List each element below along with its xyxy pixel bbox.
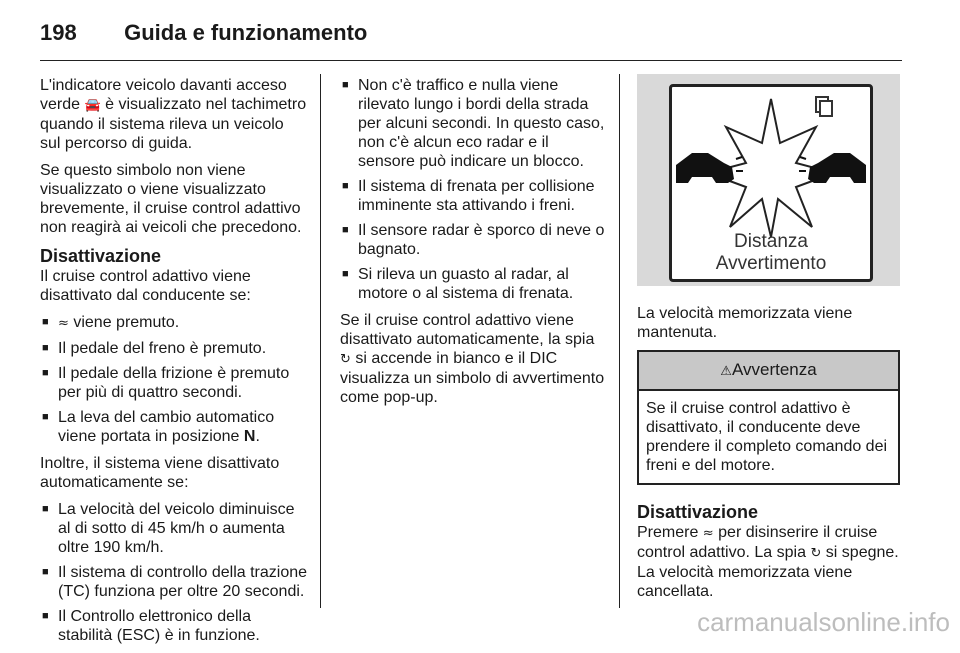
column-1 (40, 76, 308, 653)
page-title: Guida e funzionamento (124, 20, 368, 45)
cruise-cancel-icon: ≈ (702, 526, 714, 541)
paragraph: La velocità memorizzata viene mantenuta. (637, 305, 853, 341)
list-item: ■ La leva del cambio automatico viene portata in posizione N. (40, 408, 308, 446)
list-item: ■ Il sistema di frenata per collisione imminente sta attivando i freni. (340, 177, 605, 215)
paragraph: Inoltre, il sistema viene disattivato automaticamente se: (40, 455, 280, 491)
cruise-cancel-icon: ≈ (58, 316, 69, 331)
vehicle-ahead-icon: 🚘 (84, 98, 101, 113)
warning-box (637, 350, 900, 485)
header-rule (40, 60, 902, 61)
warning-body: Se il cruise control adattivo è disattivato, il conducente deve prendere il completo comando dei freni e del motore. (646, 400, 888, 474)
page-number: 198 (40, 20, 77, 45)
car-left-icon (676, 153, 734, 183)
paragraph: L'indicatore veicolo davanti acceso verde 🚘 è visualizzato nel tachimetro quando il sistema rileva un veicolo sul percorso di guida. (40, 77, 307, 152)
dic-display (669, 84, 873, 282)
list-item: ■ Il sistema di controllo della trazione (TC) funziona per oltre 20 secondi. (40, 563, 308, 601)
page-header (40, 20, 367, 46)
list-item: ■ Il sensore radar è sporco di neve o bagnato. (340, 221, 605, 259)
display-label-line1: Distanza (734, 231, 808, 252)
column-3 (637, 74, 902, 609)
column-divider (320, 74, 321, 608)
bullet-list (40, 500, 308, 645)
list-item: ■ Il Controllo elettronico della stabilità (ESC) è in funzione. (40, 607, 308, 645)
column-divider (619, 74, 620, 608)
dic-display-figure (637, 74, 900, 286)
watermark: carmanualsonline.info (697, 607, 950, 637)
list-item: ■ ≈ viene premuto. (40, 313, 308, 333)
column-2 (340, 76, 605, 415)
list-item: ■ Si rileva un guasto al radar, al motore o al sistema di frenata. (340, 265, 605, 303)
list-item: ■ La velocità del veicolo diminuisce al di sotto di 45 km/h o aumenta oltre 190 km/h. (40, 500, 308, 557)
cruise-indicator-icon: ↻ (340, 352, 351, 367)
paragraph: Premere ≈ per disinserire il cruise control adattivo. La spia ↻ si spegne. La velocità memorizzata viene cancellata. (637, 524, 899, 600)
list-item: ■ Il pedale della frizione è premuto per più di quattro secondi. (40, 364, 308, 402)
display-label-line2: Avvertimento (715, 253, 827, 274)
paragraph: Se questo simbolo non viene visualizzato o viene visualizzato brevemente, il cruise control adattivo non reagirà ai veicoli che precedono. (40, 162, 302, 236)
section-heading: Disattivazione (40, 246, 162, 266)
section-heading: Disattivazione (637, 502, 759, 522)
bullet-list (40, 313, 308, 446)
car-right-icon (808, 153, 866, 183)
cruise-indicator-icon: ↻ (810, 546, 822, 561)
paragraph: Se il cruise control adattivo viene disattivato automaticamente, la spia ↻ si accende in bianco e il DIC visualizza un simbolo di avvertimento come pop-up. (340, 312, 605, 406)
warning-title: ⚠Avvertenza (639, 352, 898, 391)
page-corner-icon (816, 97, 832, 116)
list-item: ■ Il pedale del freno è premuto. (40, 339, 308, 358)
list-item: ■ Non c'è traffico e nulla viene rilevato lungo i bordi della strada per alcuni secondi. In questo caso, non c'è alcun eco radar e il sensore può indicare un blocco. (340, 76, 605, 171)
paragraph: Il cruise control adattivo viene disattivato dal conducente se: (40, 268, 251, 304)
warning-triangle-icon: ⚠ (720, 364, 732, 379)
bullet-list (340, 76, 605, 303)
